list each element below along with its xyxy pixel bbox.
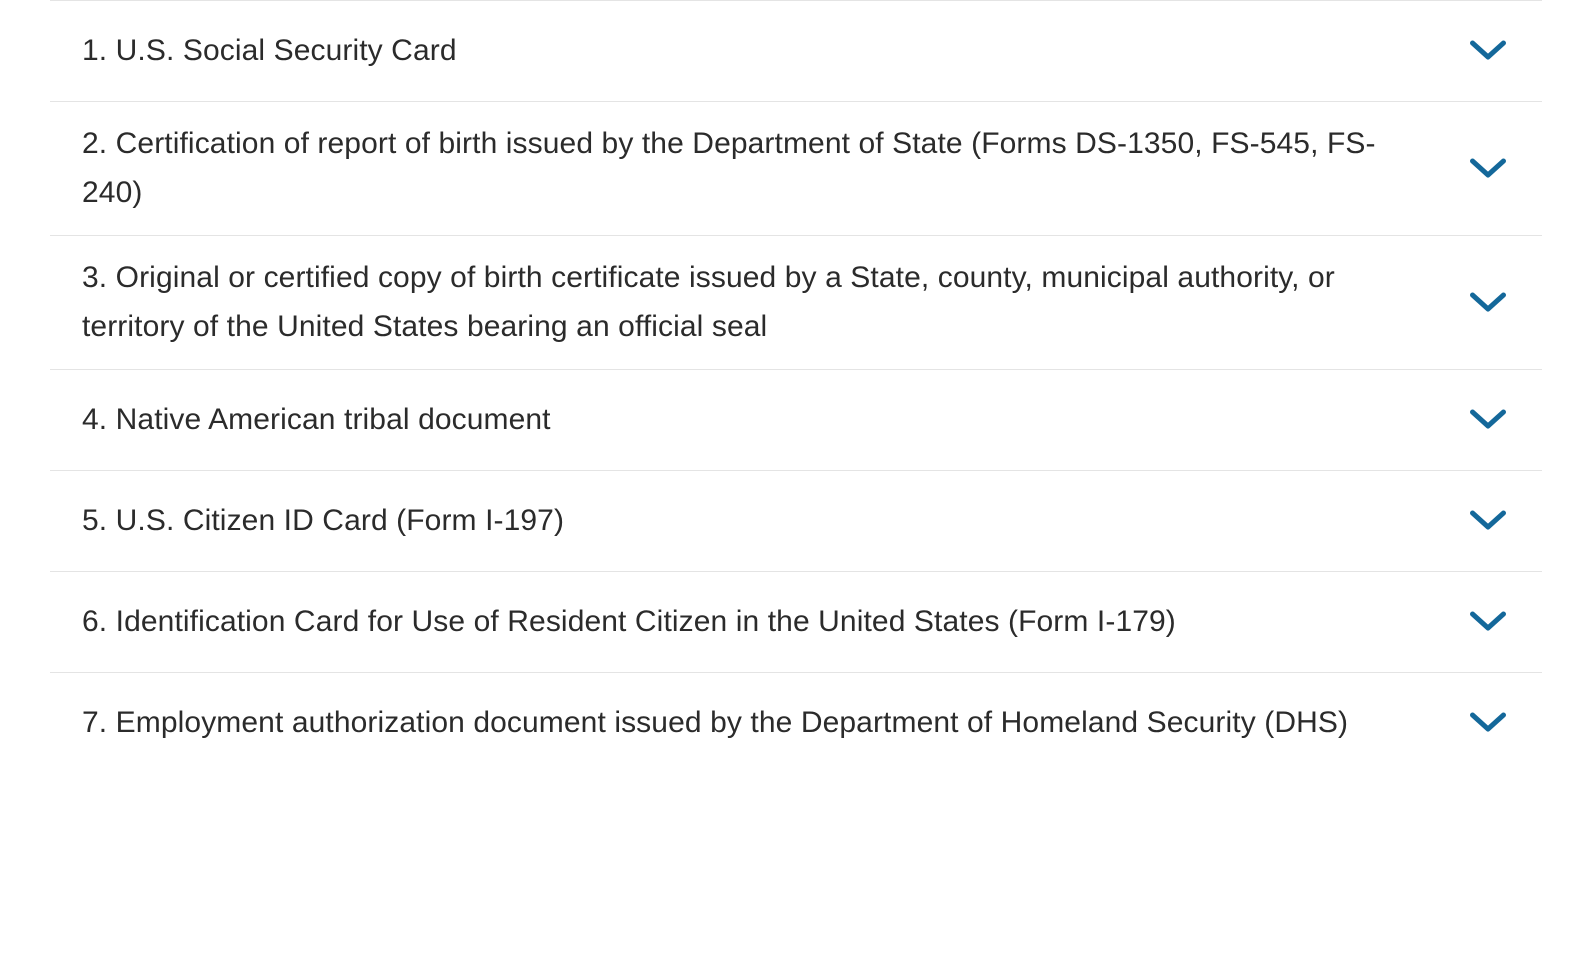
accordion-item <box>50 101 1542 235</box>
chevron-down-icon[interactable] <box>1466 147 1510 191</box>
accordion-header-1[interactable] <box>50 1 1542 101</box>
accordion-title: 1. U.S. Social Security Card <box>82 33 457 67</box>
accordion-title: 4. Native American tribal document <box>82 403 551 437</box>
accordion-header-2[interactable] <box>50 102 1542 235</box>
accordion-title: 5. U.S. Citizen ID Card (Form I-197) <box>82 504 565 538</box>
accordion-item <box>50 470 1542 571</box>
accordion-header-3[interactable] <box>50 236 1542 369</box>
accordion-header-7[interactable] <box>50 673 1542 773</box>
accordion-header-6[interactable] <box>50 572 1542 672</box>
accordion-item <box>50 571 1542 672</box>
chevron-down-icon[interactable] <box>1466 701 1510 745</box>
chevron-down-icon[interactable] <box>1466 499 1510 543</box>
accordion-header-4[interactable] <box>50 370 1542 470</box>
accordion-item <box>50 235 1542 369</box>
chevron-down-icon[interactable] <box>1466 398 1510 442</box>
accordion-title: 3. Original or certified copy of birth certificate issued by a State, county, municipal authority, or territory of the United States bearing an official seal <box>82 261 1335 343</box>
chevron-down-icon[interactable] <box>1466 600 1510 644</box>
chevron-down-icon[interactable] <box>1466 29 1510 73</box>
chevron-down-icon[interactable] <box>1466 281 1510 325</box>
accordion-title: 6. Identification Card for Use of Resident Citizen in the United States (Form I-179) <box>82 605 1176 639</box>
accordion-title: 2. Certification of report of birth issued by the Department of State (Forms DS-1350, FS-545, FS-240) <box>82 127 1376 209</box>
accordion-item <box>50 369 1542 470</box>
accordion-title: 7. Employment authorization document issued by the Department of Homeland Security (DHS) <box>82 706 1349 740</box>
accordion-header-5[interactable] <box>50 471 1542 571</box>
accordion-item <box>50 0 1542 101</box>
accordion-item <box>50 672 1542 773</box>
